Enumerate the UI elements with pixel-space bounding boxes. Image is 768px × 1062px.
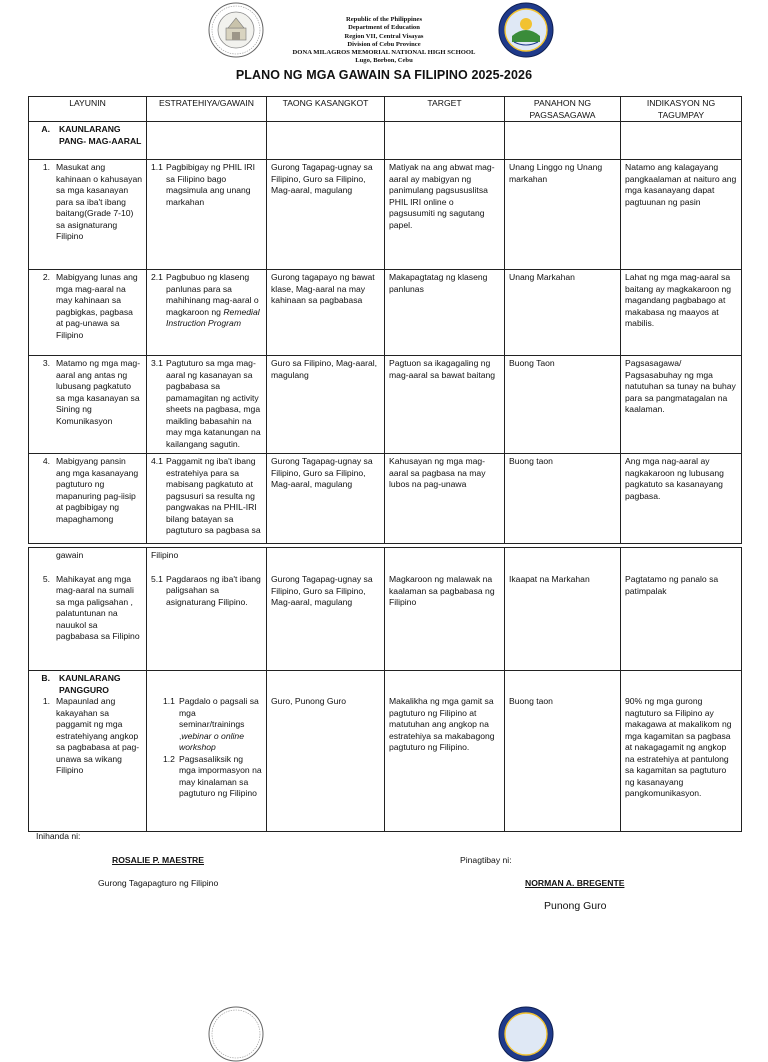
taong-cell: Gurong Tagapag-ugnay sa Filipino, Guro sa Filipino, Mag-aaral, magulang: [267, 454, 385, 544]
panahon-cell: Buong Taon: [505, 356, 621, 454]
panahon-cell: Ikaapat na Markahan: [509, 574, 590, 584]
document-header: [0, 0, 768, 70]
school-seal-logo-next-page: [208, 1006, 264, 1062]
indikasyon-cell: Ang mga nag-aaral ay nagkakaroon ng lubusang pagkatuto sa kasanayang pagbasa.: [621, 454, 742, 544]
layunin-cell: Mahikayat ang mga mag-aaral na sumali sa mga paligsahan , palatuntunan na nauukol sa pagbabasa sa Filipino: [56, 573, 140, 641]
row-number: 1.: [42, 696, 50, 706]
row-number: 3.: [42, 358, 50, 368]
estratehiya-cell: Pagbibigay ng PHIL IRI sa Filipino bago magsimula ang unang markahan: [166, 162, 256, 207]
target-cell: Makalikha ng mga gamit sa pagtuturo ng Filipino at matutuhan ang angkop na estratehiya sa makabagong pagtuturo ng Filipino.: [389, 696, 495, 752]
indikasyon-cell: 90% ng mga gurong nagtuturo sa Filipino ay makagawa at makalikom ng mga kagamitan sa pagbasa at nakagagamit ng angkop na estratehiya at pantulong sa kagamitan sa pagtuturo ng kasanayang pangkomunikasyon.: [625, 696, 732, 798]
estratehiya-cell: Paggamit ng iba't ibang estratehiya para sa mabisang pagkatuto at pagsusuri sa resulta ng pangwakas na PHIL-IRI bilang batayan sa pagtuturo sa pagbasa sa: [166, 456, 261, 535]
section-label: KAUNLARANG PANGGURO: [59, 673, 121, 695]
table-row: [29, 548, 742, 671]
header-line: Department of Education: [348, 24, 420, 32]
table-row: [29, 160, 742, 270]
row-number: 1.: [42, 162, 50, 172]
layunin-cell: Mabigyang lunas ang mga mag-aaral na may kahinaan sa pagbigkas, pagbasa at pag-unawa sa Filipino: [56, 272, 138, 340]
row-number: 2.: [42, 272, 50, 282]
section-letter: A.: [41, 124, 50, 134]
plan-table-continued: [28, 547, 742, 832]
page-title: PLANO NG MGA GAWAIN SA FILIPINO 2025-2026: [235, 68, 533, 82]
estratehiya-italic: Remedial Instruction Program: [166, 306, 260, 328]
taong-cell: Gurong Tagapag-ugnay sa Filipino, Guro sa Filipino, Mag-aaral, magulang: [267, 160, 385, 270]
indikasyon-cell: Pagtatamo ng panalo sa patimpalak: [625, 574, 719, 596]
estratehiya-cell: Pagsasaliksik ng mga impormasyon na may kinalaman sa pagtuturo ng Filipino: [179, 753, 262, 798]
strategy-number: 1.1: [163, 696, 175, 706]
indikasyon-cell: Natamo ang kalagayang pangkaalaman at naituro ang mga kasanayang dapat pagtuunan ng pasin: [621, 160, 742, 270]
estratehiya-cell: Pagdaraos ng iba't ibang paligsahan sa asignaturang Filipino.: [166, 573, 261, 607]
layunin-cell: Masukat ang kahinaan o kahusayan sa mga kasanayan para sa iba't ibang baitang(Grade 7-10) sa asignaturang Filipino: [56, 162, 143, 241]
prepared-title: Gurong Tagapagturo ng Filipino: [98, 878, 219, 888]
taong-cell: Guro, Punong Guro: [271, 696, 347, 706]
noted-title: Punong Guro: [544, 900, 607, 912]
section-row: [29, 122, 742, 160]
header-line: DONA MILAGROS MEMORIAL NATIONAL HIGH SCHOOL: [292, 49, 476, 57]
taong-cell: Gurong Tagapag-ugnay sa Filipino, Guro sa Filipino, Mag-aaral, magulang: [271, 574, 373, 607]
header-line: Division of Cebu Province: [347, 40, 421, 48]
header-line: Region VII, Central Visayas: [344, 32, 424, 40]
column-header: TARGET: [385, 97, 505, 122]
column-header: INDIKASYON NG TAGUMPAY: [621, 97, 742, 122]
indikasyon-cell: Lahat ng mga mag-aaral sa baitang ay magkakaroon ng magandang pagbabago at makabasa ng maayos at mabilis.: [621, 270, 742, 356]
estratehiya-cell: Pagbubuo ng klaseng panlunas para sa mahihinang mag-aaral o magkaroon ng: [166, 272, 259, 317]
target-cell: Matiyak na ang abwat mag-aaral ay mabigyan ng panimulang pagsususlitsa PHIL IRI online o pagsusumiti ng sagutang papel.: [385, 160, 505, 270]
estratehiya-continued: Filipino: [151, 550, 179, 560]
noted-label: Pinagtibay ni:: [460, 855, 512, 865]
target-cell: Kahusayan ng mga mag-aaral sa pagbasa na may lubos na pag-unawa: [385, 454, 505, 544]
section-cell: [29, 122, 147, 160]
taong-cell: Guro sa Filipino, Mag-aaral, magulang: [267, 356, 385, 454]
prepared-name: ROSALIE P. MAESTRE: [112, 855, 205, 865]
target-cell: Makapagtatag ng klaseng panlunas: [385, 270, 505, 356]
noted-name: NORMAN A. BREGENTE: [525, 878, 625, 888]
header-text-block: [268, 16, 500, 66]
table-row: [29, 270, 742, 356]
header-line: Republic of the Philippines: [345, 16, 423, 23]
panahon-cell: Unang Linggo ng Unang markahan: [505, 160, 621, 270]
target-cell: Magkaroon ng malawak na kaalaman sa pagbabasa ng Filipino: [389, 574, 495, 607]
row-number: 4.: [42, 456, 50, 466]
taong-cell: Gurong tagapayo ng bawat klase, Mag-aaral na may kahinaan sa pagbabasa: [267, 270, 385, 356]
table-row: [29, 671, 742, 832]
strategy-number: 5.1: [151, 573, 163, 584]
layunin-cell: Mabigyang pansin ang mga kasanayang pagtuturo ng mapanuring pag-iisip at pagbibigay ng mapaghamong: [56, 456, 139, 524]
layunin-cell: Matamo ng mga mag-aaral ang antas ng lubusang pagkatuto sa mga kasanayan sa Sining ng Komunikasyon: [56, 358, 141, 426]
table-header-row: [29, 97, 742, 122]
strategy-number: 1.1: [151, 162, 163, 172]
division-seal-logo: [498, 2, 554, 58]
strategy-number: 3.1: [151, 358, 163, 368]
panahon-cell: Unang Markahan: [505, 270, 621, 356]
division-seal-logo-next-page: [498, 1006, 554, 1062]
plan-table: [28, 96, 742, 544]
column-header: TAONG KASANGKOT: [267, 97, 385, 122]
strategy-number: 1.2: [163, 753, 175, 764]
section-label: KAUNLARANG PANG- MAG-AARAL: [59, 124, 142, 146]
strategy-number: 4.1: [151, 456, 163, 466]
prepared-label: Inihanda ni:: [36, 831, 81, 841]
estratehiya-italic: webinar o online workshop: [179, 730, 244, 752]
indikasyon-cell: Pagsasagawa/ Pagsasabuhay ng mga natutuhan sa tunay na buhay para sa pangmatagalan na kaalaman.: [621, 356, 742, 454]
column-header: PANAHON NG PAGSASAGAWA: [505, 97, 621, 122]
section-letter: B.: [41, 673, 50, 683]
column-header: LAYUNIN: [29, 97, 147, 122]
strategy-number: 2.1: [151, 272, 163, 282]
layunin-cell: Mapaunlad ang kakayahan sa paggamit ng mga estratehiyang angkop sa pagbabasa at pag-unawa sa wikang Filipino: [56, 696, 140, 775]
target-cell: Pagtuon sa ikagagaling ng mag-aaral sa bawat baitang: [385, 356, 505, 454]
header-line: Lugo, Borbon, Cebu: [355, 57, 413, 65]
estratehiya-cell: Pagdalo o pagsali sa mga seminar/trainings ,: [179, 696, 259, 741]
row-number: 5.: [42, 573, 50, 584]
panahon-cell: Buong taon: [509, 696, 553, 706]
table-row: [29, 454, 742, 544]
column-header: ESTRATEHIYA/GAWAIN: [147, 97, 267, 122]
panahon-cell: Buong taon: [505, 454, 621, 544]
table-row: [29, 356, 742, 454]
estratehiya-cell: Pagtuturo sa mga mag-aaral ng kasanayan sa pagbabasa sa pamamagitan ng activity sheets na pagbasa, mga maikling babasahin na may mga katanungan na kailangang sagutin.: [166, 358, 261, 449]
school-seal-logo: [208, 2, 264, 58]
layunin-continued: gawain: [56, 550, 84, 560]
